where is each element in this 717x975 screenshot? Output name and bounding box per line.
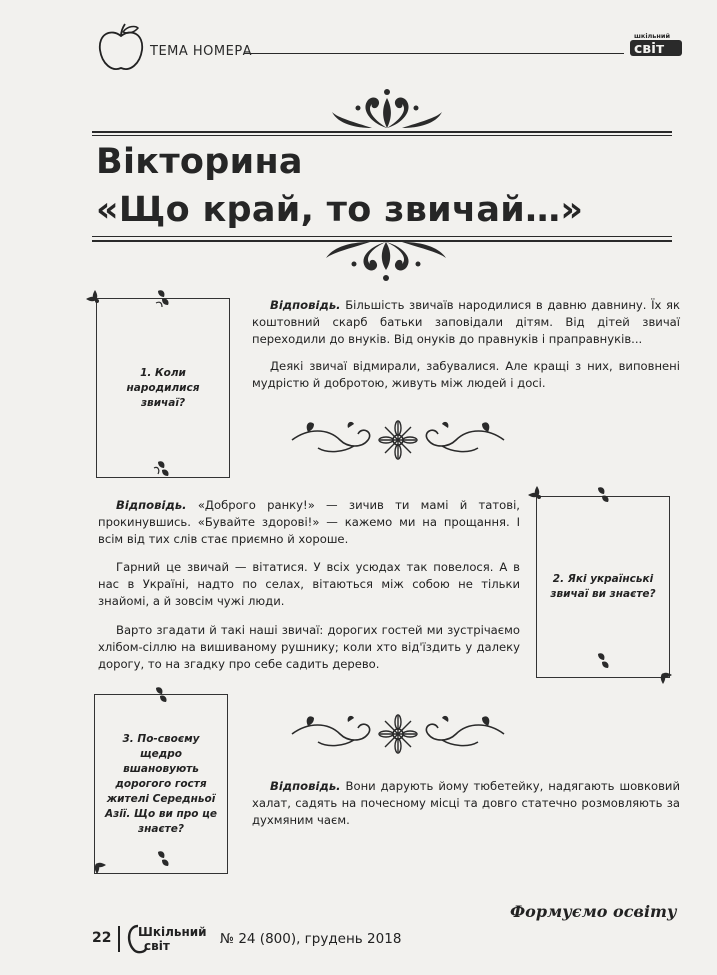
page-number: 22 [92,930,112,946]
floral-divider [288,418,508,462]
answer-2-paragraph-1 [98,497,520,548]
brand-top-text: шкільний [634,32,671,40]
answer-1-lead: Відповідь. [270,298,341,312]
title-rule-top-thick [92,131,672,133]
flower-corner-icon [152,287,174,309]
title-top-ornament [328,84,446,130]
flower-corner-icon [152,848,174,870]
flower-corner-icon [152,458,174,480]
flower-corner-icon [592,650,614,672]
title-rule-bottom-thin [92,236,672,237]
flower-corner-icon [86,854,108,876]
answer-2-lead: Відповідь. [116,498,187,512]
footer-tagline: Формуємо освіту [510,902,677,921]
answer-1-paragraph-1 [252,297,680,348]
flower-corner-icon [150,684,172,706]
footer-magazine-logo [124,922,216,956]
apple-icon [96,22,146,74]
question-2-text: 2. Які українські звичаї ви знаєте? [550,573,656,600]
answer-1-text-1: Більшість звичаїв народилися в давню давнину. Їх як коштовний скарб батьки заповідали дітям. Від дітей звичаї переходили до внуків. Від онуків до правнуків і праправнуків... [252,298,680,346]
page-title-line1: Вікторина [96,142,303,182]
answer-3-lead: Відповідь. [270,779,341,793]
brand-main-text: світ [634,41,665,57]
header-rule [244,53,624,54]
answer-2-text-1: «Доброго ранку!» — зичив ти мамі й татові, прокинувшись. «Бувайте здорові!» — кажемо ми на прощання. І всім від тих слів стає приємно й хороше. [98,498,520,546]
flower-corner-icon [652,664,674,686]
flower-corner-icon [526,484,548,506]
answer-3-paragraph-1 [252,778,680,829]
flower-corner-icon [84,288,106,310]
footer-brand-text: Шкільний світ [138,925,207,953]
answer-2-paragraph-2: Гарний це звичай — вітатися. У всіх усюдах так повелося. А в нас в Україні, надто по селах, вітаються між собою не тільки знайомі, а й зовсім чужі люди. [98,560,520,608]
question-frame-1 [96,298,230,478]
answer-2-paragraph-3: Варто згадати й такі наші звичаї: дорогих гостей ми зустрічаємо хлібом-сіллю на вишиваному рушнику; коли хто від'їздить у далеку дорогу, то на згадку про себе садить дерево. [98,623,520,671]
magazine-logo [628,30,684,58]
section-label: ТЕМА НОМЕРА [150,44,253,59]
question-3-text: 3. По-своєму щедро вшановують дорогого гостя жителі Середньої Азії. Що ви про це знаєте? [104,732,218,835]
footer-divider [118,926,120,952]
title-bottom-ornament [322,238,450,284]
answer-3-text-1: Вони дарують йому тюбетейку, надягають шовковий халат, садять на почесному місці та довго статечно розмовляють за духмяним чаєм. [252,779,680,827]
question-frame-3 [94,694,228,874]
answer-1-paragraph-2: Деякі звичаї відмирали, забувалися. Але кращі з них, виповнені мудрістю й добротою, живуть між людей і досі. [252,359,680,390]
page-title-line2: «Що край, то звичай…» [96,190,584,230]
flower-corner-icon [592,484,614,506]
floral-divider [288,712,508,756]
question-1-text: 1. Коли народилися звичаї? [126,366,200,409]
title-rule-top-thin [92,135,672,136]
issue-info: № 24 (800), грудень 2018 [220,931,402,947]
